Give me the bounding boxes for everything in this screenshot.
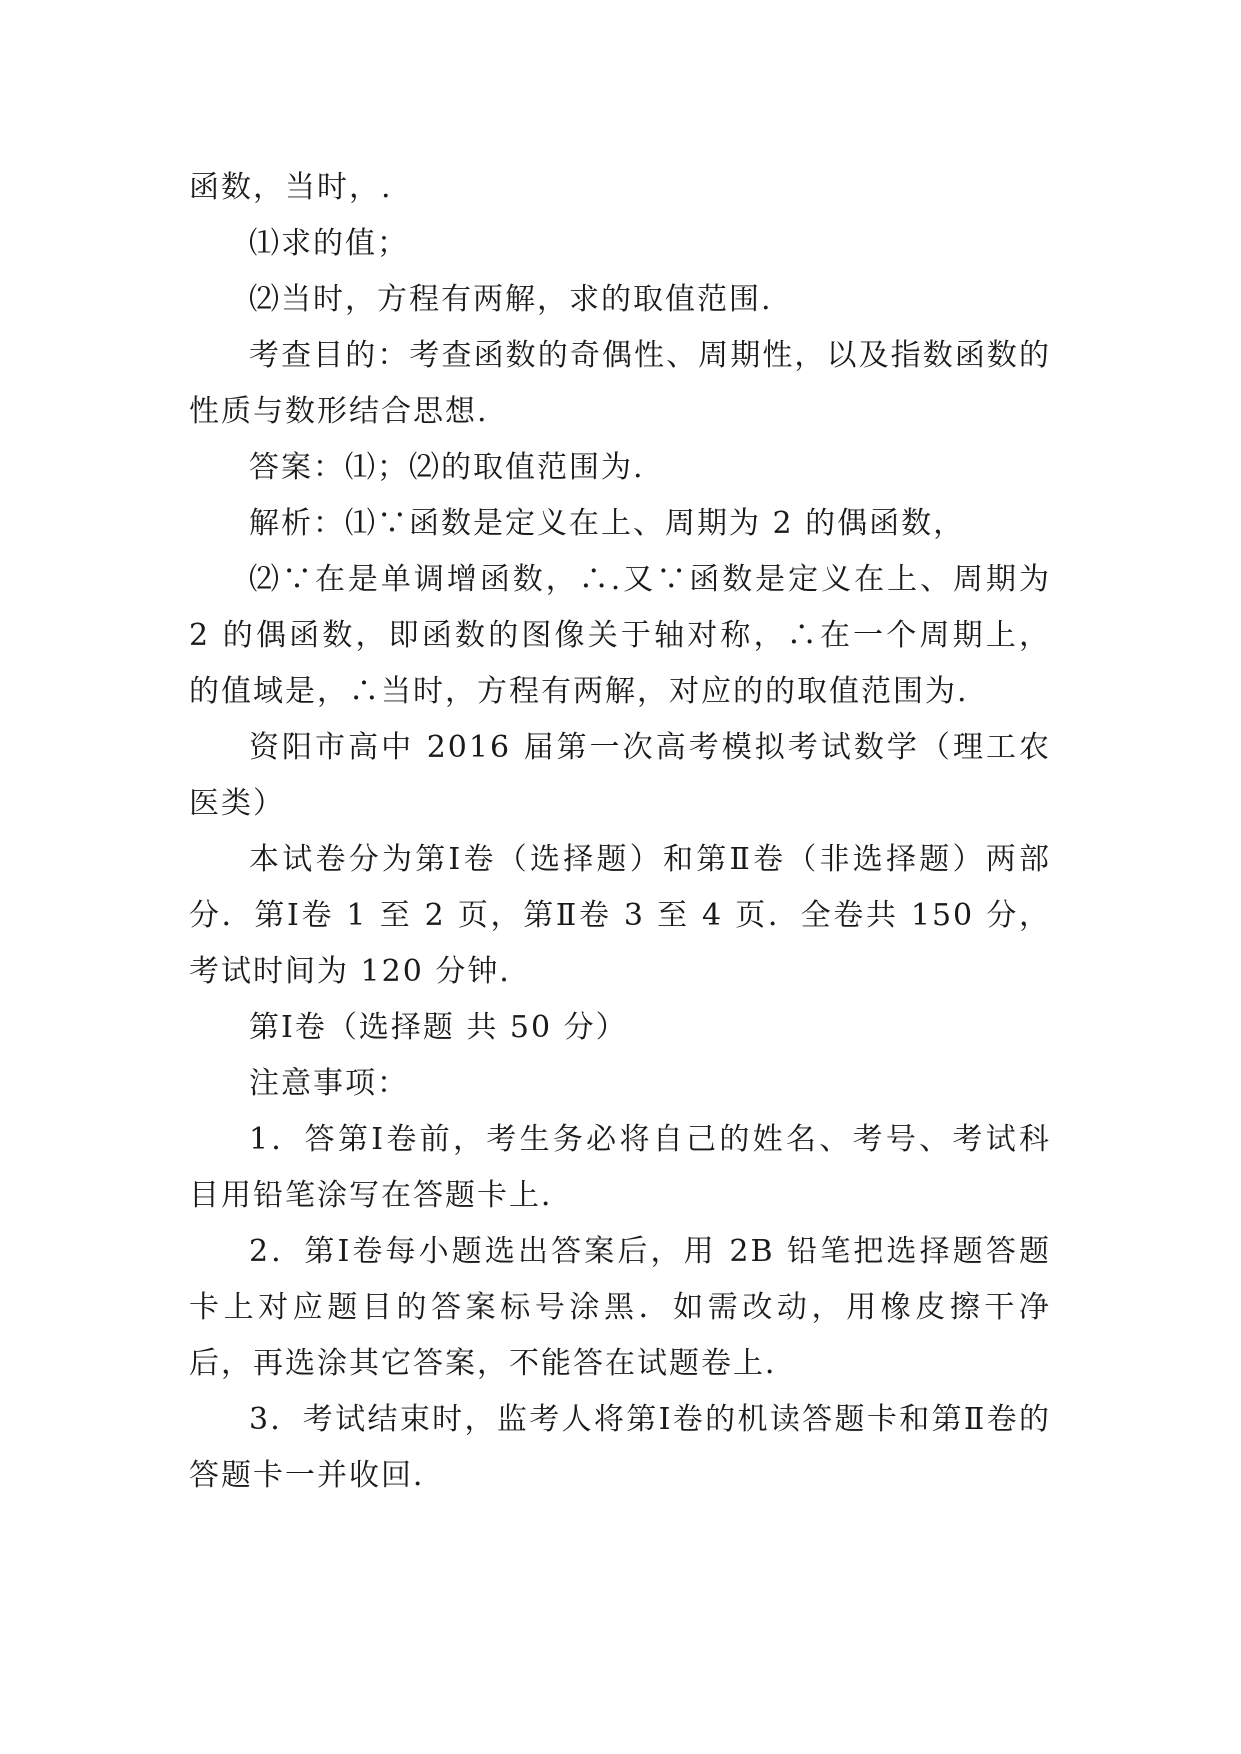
document-body bbox=[189, 160, 1051, 1504]
paragraph-note-2: 2．第Ⅰ卷每小题选出答案后，用 2B 铅笔把选择题答题卡上对应题目的答案标号涂黑．如需改动，用橡皮擦干净后，再选涂其它答案，不能答在试题卷上． bbox=[189, 1234, 1051, 1381]
paragraph-section-heading: 第Ⅰ卷（选择题 共 50 分） bbox=[249, 1010, 628, 1045]
paragraph-exam-intro: 本试卷分为第Ⅰ卷（选择题）和第Ⅱ卷（非选择题）两部分．第Ⅰ卷 1 至 2 页，第Ⅱ卷 3 至 4 页．全卷共 150 分，考试时间为 120 分钟． bbox=[189, 842, 1051, 989]
paragraph-notes-heading: 注意事项： bbox=[249, 1066, 409, 1101]
paragraph-exam-title: 资阳市高中 2016 届第一次高考模拟考试数学（理工农医类） bbox=[189, 730, 1051, 821]
paragraph-objective: 考查目的：考查函数的奇偶性、周期性，以及指数函数的性质与数形结合思想. bbox=[189, 338, 1051, 429]
paragraph-function-definition: 函数，当时，. bbox=[189, 170, 393, 205]
paragraph-answer: 答案：⑴；⑵的取值范围为. bbox=[249, 450, 645, 485]
paragraph-analysis-1: 解析：⑴∵函数是定义在上、周期为 2 的偶函数， bbox=[249, 506, 966, 541]
paragraph-analysis-2: ⑵∵在是单调增函数，∴.又∵函数是定义在上、周期为 2 的偶函数，即函数的图像关于轴对称，∴在一个周期上，的值域是，∴当时，方程有两解，对应的的取值范围为. bbox=[189, 562, 1051, 709]
paragraph-note-1: 1．答第Ⅰ卷前，考生务必将自己的姓名、考号、考试科目用铅笔涂写在答题卡上． bbox=[189, 1122, 1051, 1213]
paragraph-note-3: 3．考试结束时，监考人将第Ⅰ卷的机读答题卡和第Ⅱ卷的答题卡一并收回． bbox=[189, 1402, 1051, 1493]
paragraph-question-2: ⑵当时，方程有两解，求的取值范围. bbox=[249, 282, 773, 317]
paragraph-question-1: ⑴求的值； bbox=[249, 226, 409, 261]
